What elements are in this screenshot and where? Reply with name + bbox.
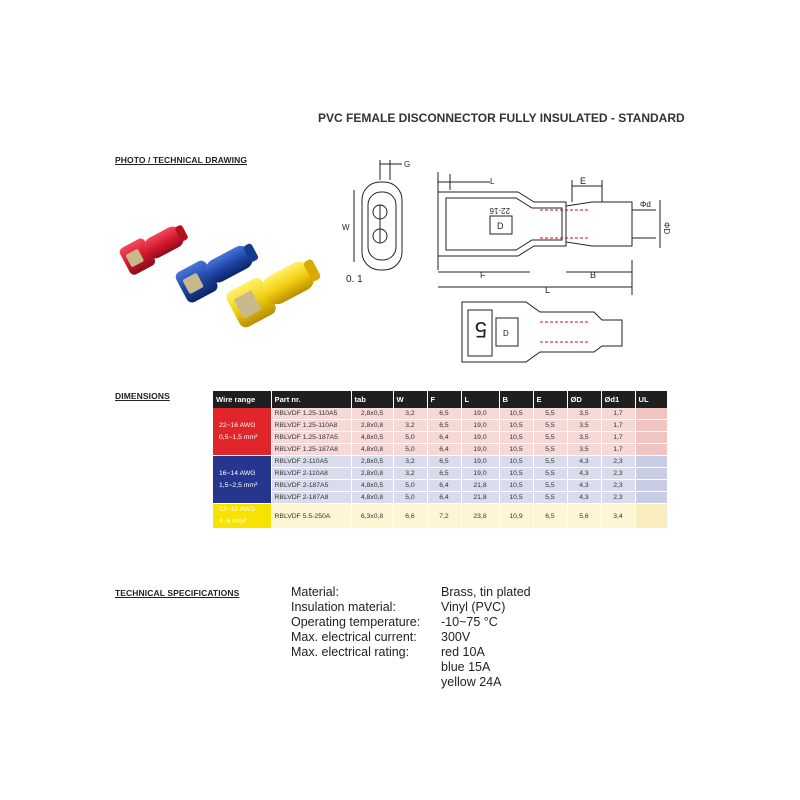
spec-row <box>291 660 531 675</box>
table-cell: 10,5 <box>499 456 533 468</box>
table-cell: 5,5 <box>533 444 567 456</box>
spec-label: Operating temperature: <box>291 615 421 629</box>
drawing-five: 5 <box>474 317 487 342</box>
table-cell: 5,5 <box>533 456 567 468</box>
table-cell: 4,3 <box>567 480 601 492</box>
table-cell: 3,5 <box>567 432 601 444</box>
table-cell: 4,8x0,8 <box>351 492 393 504</box>
section-label-technical: TECHNICAL SPECIFICATIONS <box>115 588 240 598</box>
table-cell: 10,5 <box>499 468 533 480</box>
table-cell: 2,3 <box>601 456 635 468</box>
table-cell: 6,5 <box>427 468 461 480</box>
table-row <box>213 456 667 468</box>
table-cell: 19,0 <box>461 432 499 444</box>
bottom-view <box>462 302 622 362</box>
label-l-total: L <box>545 285 551 295</box>
table-cell <box>635 444 667 456</box>
table-cell: 10,5 <box>499 492 533 504</box>
col-header: E <box>533 391 567 408</box>
part-number-cell: RBLVDF 1.25-187A8 <box>271 444 351 456</box>
table-cell: 6,5 <box>427 456 461 468</box>
table-cell: 4,3 <box>567 468 601 480</box>
table-row <box>213 492 667 504</box>
part-number-cell: RBLVDF 5.5-250A <box>271 504 351 529</box>
col-header: F <box>427 391 461 408</box>
table-cell: 1,7 <box>601 432 635 444</box>
table-cell <box>635 504 667 529</box>
table-cell: 6,5 <box>533 504 567 529</box>
label-phi-d: Φd <box>640 200 651 209</box>
label-w: W <box>342 223 350 232</box>
spec-row <box>291 615 531 630</box>
spec-row <box>291 600 531 615</box>
wire-range-cell <box>213 408 271 456</box>
wire-range-line: 12~10 AWG <box>219 506 256 513</box>
table-cell <box>635 420 667 432</box>
connector-photo <box>110 190 335 330</box>
table-cell: 19,0 <box>461 456 499 468</box>
table-row <box>213 468 667 480</box>
table-cell <box>635 456 667 468</box>
table-cell: 19,0 <box>461 408 499 420</box>
table-cell: 3,2 <box>393 420 427 432</box>
table-cell: 1,7 <box>601 420 635 432</box>
table-cell: 21,8 <box>461 492 499 504</box>
spec-label <box>291 660 441 675</box>
col-header: Ød1 <box>601 391 635 408</box>
table-cell <box>635 432 667 444</box>
spec-label: Insulation material: <box>291 600 396 614</box>
col-header: W <box>393 391 427 408</box>
table-cell: 10,5 <box>499 432 533 444</box>
part-number-cell: RBLVDF 1.25-187A5 <box>271 432 351 444</box>
svg-text:D: D <box>503 329 509 338</box>
table-cell: 7,2 <box>427 504 461 529</box>
drawing-d-mark: D <box>497 221 504 231</box>
spec-value: blue 15A <box>441 660 491 674</box>
label-f: F <box>480 270 486 280</box>
table-header-row <box>213 391 667 408</box>
col-header: ØD <box>567 391 601 408</box>
table-cell: 2,3 <box>601 480 635 492</box>
table-cell: 6,6 <box>393 504 427 529</box>
table-cell: 4,8x0,8 <box>351 444 393 456</box>
table-cell: 2,8x0,8 <box>351 420 393 432</box>
spec-label: Max. electrical current: <box>291 630 417 644</box>
col-header: L <box>461 391 499 408</box>
table-cell: 3,5 <box>567 420 601 432</box>
spec-value: -10~75 °C <box>441 615 498 629</box>
spec-row <box>291 585 531 600</box>
label-l-small: L <box>490 177 495 186</box>
table-cell: 3,2 <box>393 468 427 480</box>
table-cell: 4,8x0,5 <box>351 480 393 492</box>
spec-value: Brass, tin plated <box>441 585 531 599</box>
table-cell: 5,5 <box>533 432 567 444</box>
part-number-cell: RBLVDF 2-110A8 <box>271 468 351 480</box>
table-cell: 3,5 <box>567 444 601 456</box>
table-row <box>213 408 667 420</box>
col-header: B <box>499 391 533 408</box>
wire-range-line: 16~14 AWG <box>219 469 256 477</box>
table-cell: 4,8x0,5 <box>351 432 393 444</box>
wire-range-line: 1,5~2,5 mm² <box>219 481 258 489</box>
table-cell: 5,0 <box>393 492 427 504</box>
dimensions-table <box>213 391 668 529</box>
col-header: Wire range <box>213 391 271 408</box>
table-cell: 5,5 <box>533 480 567 492</box>
table-cell: 6,5 <box>427 420 461 432</box>
table-cell: 4,3 <box>567 492 601 504</box>
table-cell: 2,8x0,5 <box>351 408 393 420</box>
table-cell: 19,0 <box>461 444 499 456</box>
label-phi-big-d: ΦD <box>662 222 671 235</box>
section-label-dimensions: DIMENSIONS <box>115 391 170 401</box>
table-cell: 2,3 <box>601 468 635 480</box>
table-cell: 5,0 <box>393 444 427 456</box>
wire-range-line: 0,5~1,5 mm² <box>219 433 258 441</box>
table-cell: 10,5 <box>499 420 533 432</box>
table-cell: 3,2 <box>393 456 427 468</box>
technical-specifications <box>291 585 531 690</box>
red-connector <box>118 218 192 276</box>
table-cell <box>635 468 667 480</box>
table-row <box>213 504 667 529</box>
label-b: B <box>590 270 597 280</box>
spec-value: red 10A <box>441 645 485 659</box>
table-cell: 5,5 <box>533 408 567 420</box>
part-number-cell: RBLVDF 2-187A5 <box>271 480 351 492</box>
table-cell: 10,9 <box>499 504 533 529</box>
table-cell: 5,0 <box>393 432 427 444</box>
table-cell: 3,4 <box>601 504 635 529</box>
table-cell: 19,0 <box>461 468 499 480</box>
wire-range-line: 4~6 mm² <box>219 518 247 525</box>
table-row <box>213 444 667 456</box>
technical-drawing <box>340 150 680 380</box>
col-header: tab <box>351 391 393 408</box>
end-view <box>342 160 410 285</box>
spec-label <box>291 675 441 690</box>
table-cell: 6,4 <box>427 432 461 444</box>
part-number-cell: RBLVDF 1.25-110A8 <box>271 420 351 432</box>
table-cell: 1,7 <box>601 444 635 456</box>
table-cell: 5,5 <box>533 492 567 504</box>
table-cell: 5,5 <box>533 420 567 432</box>
table-cell: 2,8x0,5 <box>351 456 393 468</box>
table-row <box>213 480 667 492</box>
spec-label: Material: <box>291 585 339 599</box>
wire-range-cell <box>213 504 271 529</box>
col-header: UL <box>635 391 667 408</box>
part-number-cell: RBLVDF 1.25-110A5 <box>271 408 351 420</box>
table-cell: 10,5 <box>499 444 533 456</box>
table-cell: 2,3 <box>601 492 635 504</box>
table-cell: 10,5 <box>499 480 533 492</box>
table-cell: 3,5 <box>567 408 601 420</box>
label-scale: 0. 1 <box>346 274 363 285</box>
table-row <box>213 420 667 432</box>
section-label-photo: PHOTO / TECHNICAL DRAWING <box>115 155 248 165</box>
drawing-stamp: 22-16 <box>489 206 510 215</box>
col-header: Part nr. <box>271 391 351 408</box>
table-cell: 6,4 <box>427 480 461 492</box>
table-cell: 6,5 <box>427 408 461 420</box>
side-view <box>438 172 671 295</box>
table-cell: 2,8x0,8 <box>351 468 393 480</box>
table-cell: 10,5 <box>499 408 533 420</box>
table-cell: 5,5 <box>533 468 567 480</box>
table-row <box>213 432 667 444</box>
spec-value: 300V <box>441 630 471 644</box>
wire-range-line: 22~16 AWG <box>219 421 256 429</box>
table-cell: 6,4 <box>427 444 461 456</box>
label-e: E <box>580 176 587 186</box>
spec-label: Max. electrical rating: <box>291 645 410 659</box>
table-cell: 21,8 <box>461 480 499 492</box>
spec-row <box>291 675 531 690</box>
table-cell <box>635 492 667 504</box>
table-cell: 5,6 <box>567 504 601 529</box>
table-cell: 5,0 <box>393 480 427 492</box>
spec-value: Vinyl (PVC) <box>441 600 506 614</box>
label-g: G <box>404 160 411 169</box>
table-cell <box>635 408 667 420</box>
table-cell: 3,2 <box>393 408 427 420</box>
table-cell: 19,0 <box>461 420 499 432</box>
table-cell: 4,3 <box>567 456 601 468</box>
table-cell: 23,8 <box>461 504 499 529</box>
part-number-cell: RBLVDF 2-187A8 <box>271 492 351 504</box>
table-cell: 6,3x0,8 <box>351 504 393 529</box>
page-title: PVC FEMALE DISCONNECTOR FULLY INSULATED - STANDARD <box>318 111 685 125</box>
wire-range-cell <box>213 456 271 504</box>
table-cell <box>635 480 667 492</box>
spec-value: yellow 24A <box>441 675 502 689</box>
spec-row <box>291 645 531 660</box>
part-number-cell: RBLVDF 2-110A5 <box>271 456 351 468</box>
table-cell: 6,4 <box>427 492 461 504</box>
spec-row <box>291 630 531 645</box>
table-cell: 1,7 <box>601 408 635 420</box>
